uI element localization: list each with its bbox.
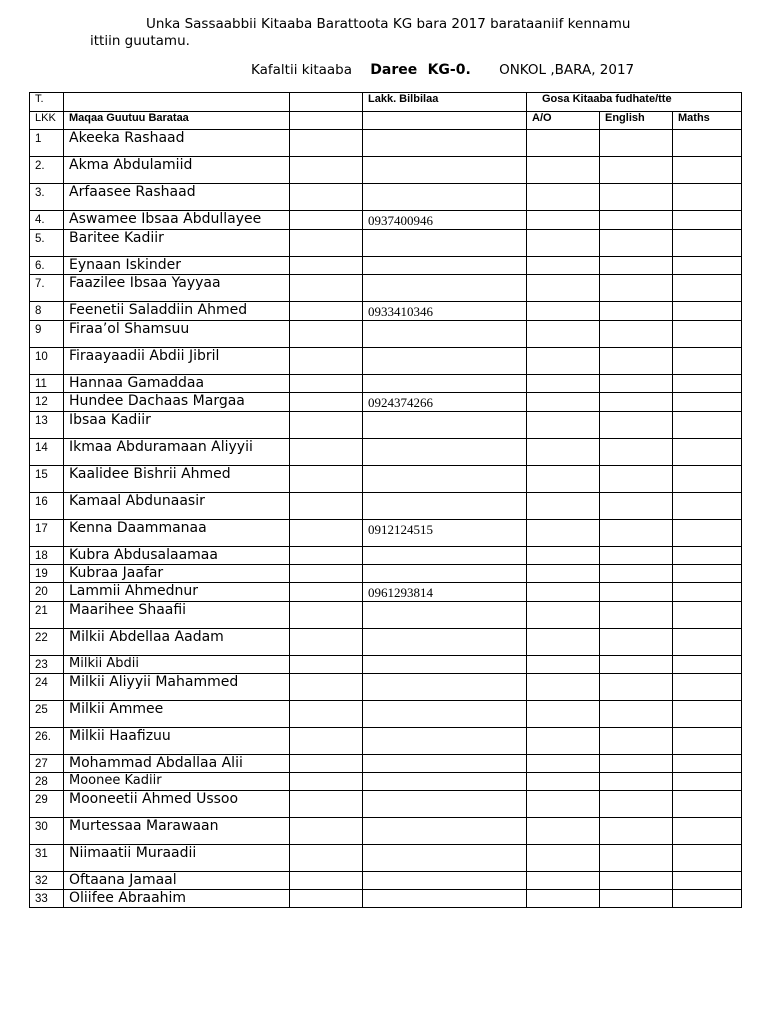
- phone-number: [363, 257, 527, 275]
- row-number: 4.: [30, 211, 64, 230]
- blank-cell: [290, 629, 363, 656]
- student-name: Lammii Ahmednur: [64, 583, 290, 602]
- student-name: Aswamee Ibsaa Abdullayee: [64, 211, 290, 230]
- table-row: [30, 755, 742, 773]
- student-name: Oliifee Abraahim: [64, 890, 290, 908]
- row-number: 16: [30, 493, 64, 520]
- maths-cell: [673, 257, 742, 275]
- table-row: [30, 412, 742, 439]
- student-name: Kamaal Abdunaasir: [64, 493, 290, 520]
- student-name: Ikmaa Abduramaan Aliyyii: [64, 439, 290, 466]
- ao-cell: [527, 348, 600, 375]
- maths-cell: [673, 656, 742, 674]
- english-cell: [600, 257, 673, 275]
- student-name: Firaayaadii Abdii Jibril: [64, 348, 290, 375]
- document-intro: [90, 16, 690, 50]
- student-name: Akeeka Rashaad: [64, 130, 290, 157]
- phone-number: [363, 674, 527, 701]
- english-cell: [600, 157, 673, 184]
- table-row: [30, 701, 742, 728]
- student-name: Milkii Aliyyii Mahammed: [64, 674, 290, 701]
- maths-cell: [673, 157, 742, 184]
- row-number: 1: [30, 130, 64, 157]
- maths-cell: [673, 845, 742, 872]
- phone-number: [363, 412, 527, 439]
- phone-number: [363, 130, 527, 157]
- maths-cell: [673, 818, 742, 845]
- table-row: [30, 211, 742, 230]
- row-number: 27: [30, 755, 64, 773]
- maths-cell: [673, 629, 742, 656]
- ao-cell: [527, 230, 600, 257]
- row-number: 31: [30, 845, 64, 872]
- maths-cell: [673, 493, 742, 520]
- header-blank: [290, 112, 363, 130]
- ao-cell: [527, 656, 600, 674]
- student-name: Kenna Daammanaa: [64, 520, 290, 547]
- table-row: [30, 872, 742, 890]
- maths-cell: [673, 565, 742, 583]
- maths-cell: [673, 755, 742, 773]
- row-number: 22: [30, 629, 64, 656]
- row-number: 2.: [30, 157, 64, 184]
- row-number: 10: [30, 348, 64, 375]
- blank-cell: [290, 302, 363, 321]
- phone-number: 0933410346: [363, 302, 527, 321]
- ao-cell: [527, 257, 600, 275]
- phone-number: [363, 275, 527, 302]
- blank-cell: [290, 818, 363, 845]
- table-row: [30, 728, 742, 755]
- maths-cell: [673, 393, 742, 412]
- english-cell: [600, 302, 673, 321]
- blank-cell: [290, 845, 363, 872]
- student-name: Arfaasee Rashaad: [64, 184, 290, 211]
- blank-cell: [290, 773, 363, 791]
- phone-number: [363, 321, 527, 348]
- phone-number: [363, 845, 527, 872]
- english-cell: [600, 602, 673, 629]
- student-name: Kubraa Jaafar: [64, 565, 290, 583]
- english-cell: [600, 393, 673, 412]
- table-row: [30, 547, 742, 565]
- ao-cell: [527, 602, 600, 629]
- phone-number: [363, 791, 527, 818]
- ao-cell: [527, 773, 600, 791]
- table-row: [30, 375, 742, 393]
- maths-cell: [673, 791, 742, 818]
- english-cell: [600, 791, 673, 818]
- blank-cell: [290, 439, 363, 466]
- blank-cell: [290, 520, 363, 547]
- blank-cell: [290, 157, 363, 184]
- blank-cell: [290, 493, 363, 520]
- maths-cell: [673, 130, 742, 157]
- phone-number: [363, 890, 527, 908]
- table-row: [30, 674, 742, 701]
- maths-cell: [673, 701, 742, 728]
- blank-cell: [290, 348, 363, 375]
- header-name-top: [64, 93, 290, 112]
- phone-number: [363, 184, 527, 211]
- maths-cell: [673, 275, 742, 302]
- row-number: 5.: [30, 230, 64, 257]
- blank-cell: [290, 275, 363, 302]
- row-number: 26.: [30, 728, 64, 755]
- row-number: 6.: [30, 257, 64, 275]
- student-name: Akma Abdulamiid: [64, 157, 290, 184]
- student-name: Milkii Abdii: [64, 656, 290, 674]
- phone-number: [363, 872, 527, 890]
- ao-cell: [527, 439, 600, 466]
- blank-cell: [290, 755, 363, 773]
- maths-cell: [673, 412, 742, 439]
- blank-cell: [290, 184, 363, 211]
- row-number: 28: [30, 773, 64, 791]
- student-name: Maarihee Shaafii: [64, 602, 290, 629]
- subheading: [251, 62, 634, 78]
- phone-number: [363, 466, 527, 493]
- table-row: [30, 275, 742, 302]
- table-row: [30, 466, 742, 493]
- table-row: [30, 321, 742, 348]
- phone-number: [363, 629, 527, 656]
- table-row: [30, 184, 742, 211]
- phone-number: [363, 565, 527, 583]
- ao-cell: [527, 547, 600, 565]
- maths-cell: [673, 466, 742, 493]
- row-number: 15: [30, 466, 64, 493]
- table-row: [30, 257, 742, 275]
- table-row: [30, 629, 742, 656]
- blank-cell: [290, 230, 363, 257]
- row-number: 14: [30, 439, 64, 466]
- table-row: [30, 439, 742, 466]
- row-number: 32: [30, 872, 64, 890]
- ao-cell: [527, 321, 600, 348]
- ao-cell: [527, 520, 600, 547]
- blank-cell: [290, 565, 363, 583]
- row-number: 25: [30, 701, 64, 728]
- student-name: Milkii Ammee: [64, 701, 290, 728]
- maths-cell: [673, 773, 742, 791]
- english-cell: [600, 629, 673, 656]
- blank-cell: [290, 130, 363, 157]
- table-row: [30, 393, 742, 412]
- table-row: [30, 818, 742, 845]
- school-year: ONKOL ,BARA, 2017: [499, 62, 635, 78]
- student-name: Moonee Kadiir: [64, 773, 290, 791]
- table-row: [30, 157, 742, 184]
- student-name: Eynaan Iskinder: [64, 257, 290, 275]
- english-cell: [600, 818, 673, 845]
- row-number: 11: [30, 375, 64, 393]
- english-cell: [600, 872, 673, 890]
- phone-number: [363, 493, 527, 520]
- blank-cell: [290, 890, 363, 908]
- student-name: Ibsaa Kadiir: [64, 412, 290, 439]
- ao-cell: [527, 412, 600, 439]
- maths-cell: [673, 602, 742, 629]
- maths-cell: [673, 184, 742, 211]
- english-cell: [600, 656, 673, 674]
- english-cell: [600, 230, 673, 257]
- english-cell: [600, 845, 673, 872]
- english-cell: [600, 348, 673, 375]
- blank-cell: [290, 674, 363, 701]
- maths-cell: [673, 728, 742, 755]
- student-name: Hannaa Gamaddaa: [64, 375, 290, 393]
- english-cell: [600, 583, 673, 602]
- ao-cell: [527, 701, 600, 728]
- row-number: 12: [30, 393, 64, 412]
- table-row: [30, 493, 742, 520]
- english-cell: [600, 728, 673, 755]
- student-name: Faazilee Ibsaa Yayyaa: [64, 275, 290, 302]
- english-cell: [600, 773, 673, 791]
- phone-number: 0937400946: [363, 211, 527, 230]
- ao-cell: [527, 211, 600, 230]
- ao-cell: [527, 755, 600, 773]
- maths-cell: [673, 230, 742, 257]
- maths-cell: [673, 890, 742, 908]
- table-row: [30, 230, 742, 257]
- header-maths: Maths: [673, 112, 742, 130]
- ao-cell: [527, 157, 600, 184]
- blank-cell: [290, 791, 363, 818]
- ao-cell: [527, 184, 600, 211]
- english-cell: [600, 184, 673, 211]
- table-row: [30, 791, 742, 818]
- blank-cell: [290, 728, 363, 755]
- maths-cell: [673, 583, 742, 602]
- maths-cell: [673, 348, 742, 375]
- student-rows: [30, 130, 742, 908]
- student-name: Kubra Abdusalaamaa: [64, 547, 290, 565]
- table-row: [30, 302, 742, 321]
- phone-number: [363, 602, 527, 629]
- blank-cell: [290, 375, 363, 393]
- phone-number: [363, 547, 527, 565]
- header-phone-bottom: [363, 112, 527, 130]
- row-number: 19: [30, 565, 64, 583]
- header-phone: Lakk. Bilbilaa: [363, 93, 527, 112]
- english-cell: [600, 466, 673, 493]
- student-name: Milkii Haafizuu: [64, 728, 290, 755]
- ao-cell: [527, 275, 600, 302]
- header-english: English: [600, 112, 673, 130]
- table-row: [30, 565, 742, 583]
- ao-cell: [527, 845, 600, 872]
- ao-cell: [527, 629, 600, 656]
- row-number: 3.: [30, 184, 64, 211]
- ao-cell: [527, 791, 600, 818]
- english-cell: [600, 674, 673, 701]
- blank-cell: [290, 211, 363, 230]
- table-row: [30, 602, 742, 629]
- header-tlkk-2: LKK: [30, 112, 64, 130]
- english-cell: [600, 275, 673, 302]
- ao-cell: [527, 493, 600, 520]
- phone-number: [363, 375, 527, 393]
- ao-cell: [527, 375, 600, 393]
- english-cell: [600, 755, 673, 773]
- row-number: 23: [30, 656, 64, 674]
- english-cell: [600, 321, 673, 348]
- row-number: 9: [30, 321, 64, 348]
- row-number: 7.: [30, 275, 64, 302]
- phone-number: [363, 755, 527, 773]
- english-cell: [600, 375, 673, 393]
- blank-cell: [290, 321, 363, 348]
- english-cell: [600, 520, 673, 547]
- blank-cell: [290, 583, 363, 602]
- blank-cell: [290, 257, 363, 275]
- english-cell: [600, 547, 673, 565]
- table-row: [30, 656, 742, 674]
- maths-cell: [673, 302, 742, 321]
- table-row: [30, 130, 742, 157]
- table-row: [30, 845, 742, 872]
- phone-number: 0961293814: [363, 583, 527, 602]
- student-name: Baritee Kadiir: [64, 230, 290, 257]
- maths-cell: [673, 375, 742, 393]
- table-row: [30, 583, 742, 602]
- table-row: [30, 890, 742, 908]
- header-tlkk-1: T.: [30, 93, 64, 112]
- header-ao: A/O: [527, 112, 600, 130]
- row-number: 20: [30, 583, 64, 602]
- ao-cell: [527, 130, 600, 157]
- student-name: Feenetii Saladdiin Ahmed: [64, 302, 290, 321]
- class-label: Daree: [370, 62, 418, 78]
- student-name: Firaa’ol Shamsuu: [64, 321, 290, 348]
- maths-cell: [673, 321, 742, 348]
- english-cell: [600, 130, 673, 157]
- row-number: 29: [30, 791, 64, 818]
- student-name: Murtessaa Marawaan: [64, 818, 290, 845]
- intro-line-2: ittiin guutamu.: [90, 33, 190, 49]
- blank-cell: [290, 602, 363, 629]
- phone-number: [363, 230, 527, 257]
- phone-number: [363, 656, 527, 674]
- blank-cell: [290, 393, 363, 412]
- table-row: [30, 520, 742, 547]
- row-number: 33: [30, 890, 64, 908]
- student-name: Milkii Abdellaa Aadam: [64, 629, 290, 656]
- maths-cell: [673, 674, 742, 701]
- student-name: Mooneetii Ahmed Ussoo: [64, 791, 290, 818]
- blank-cell: [290, 872, 363, 890]
- phone-number: [363, 773, 527, 791]
- phone-number: [363, 728, 527, 755]
- header-book-type: Gosa Kitaaba fudhate/tte: [527, 93, 742, 112]
- table-row: [30, 348, 742, 375]
- ao-cell: [527, 728, 600, 755]
- student-register-table: [29, 92, 742, 908]
- phone-number: 0924374266: [363, 393, 527, 412]
- row-number: 8: [30, 302, 64, 321]
- ao-cell: [527, 393, 600, 412]
- row-number: 13: [30, 412, 64, 439]
- ao-cell: [527, 466, 600, 493]
- student-name: Mohammad Abdallaa Alii: [64, 755, 290, 773]
- fee-label: Kafaltii kitaaba: [251, 62, 352, 78]
- ao-cell: [527, 583, 600, 602]
- student-name: Kaalidee Bishrii Ahmed: [64, 466, 290, 493]
- phone-number: [363, 439, 527, 466]
- phone-number: [363, 818, 527, 845]
- blank-cell: [290, 547, 363, 565]
- english-cell: [600, 493, 673, 520]
- student-name: Niimaatii Muraadii: [64, 845, 290, 872]
- phone-number: [363, 157, 527, 184]
- row-number: 21: [30, 602, 64, 629]
- maths-cell: [673, 547, 742, 565]
- row-number: 17: [30, 520, 64, 547]
- ao-cell: [527, 302, 600, 321]
- blank-cell: [290, 701, 363, 728]
- student-name: Oftaana Jamaal: [64, 872, 290, 890]
- phone-number: [363, 701, 527, 728]
- intro-line-1: Unka Sassaabbii Kitaaba Barattoota KG bara 2017 barataaniif kennamu: [146, 16, 631, 32]
- maths-cell: [673, 211, 742, 230]
- ao-cell: [527, 890, 600, 908]
- maths-cell: [673, 872, 742, 890]
- english-cell: [600, 439, 673, 466]
- maths-cell: [673, 439, 742, 466]
- row-number: 24: [30, 674, 64, 701]
- english-cell: [600, 412, 673, 439]
- ao-cell: [527, 674, 600, 701]
- english-cell: [600, 211, 673, 230]
- student-name: Hundee Dachaas Margaa: [64, 393, 290, 412]
- phone-number: [363, 348, 527, 375]
- row-number: 30: [30, 818, 64, 845]
- table-row: [30, 773, 742, 791]
- class-value: KG-0.: [427, 62, 471, 78]
- phone-number: 0912124515: [363, 520, 527, 547]
- english-cell: [600, 565, 673, 583]
- row-number: 18: [30, 547, 64, 565]
- blank-cell: [290, 656, 363, 674]
- english-cell: [600, 701, 673, 728]
- ao-cell: [527, 872, 600, 890]
- blank-cell: [290, 412, 363, 439]
- header-name: Maqaa Guutuu Barataa: [64, 112, 290, 130]
- ao-cell: [527, 565, 600, 583]
- header-blank-top: [290, 93, 363, 112]
- ao-cell: [527, 818, 600, 845]
- blank-cell: [290, 466, 363, 493]
- english-cell: [600, 890, 673, 908]
- maths-cell: [673, 520, 742, 547]
